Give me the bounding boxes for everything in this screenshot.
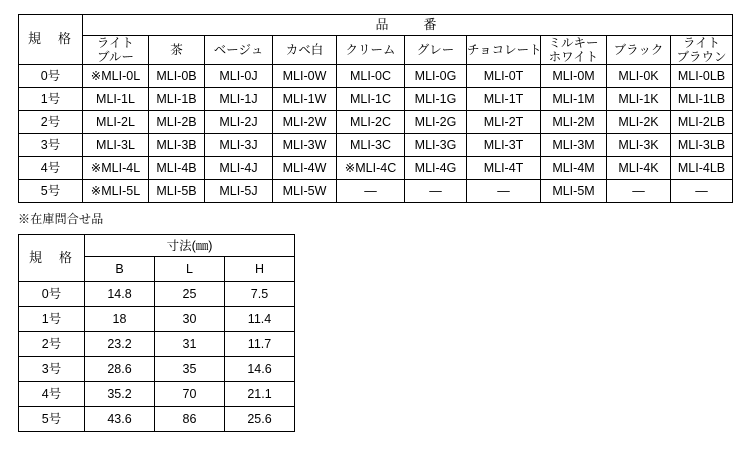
- table-cell: —: [671, 180, 733, 203]
- row-label: 5号: [19, 180, 83, 203]
- table-row: [19, 180, 733, 203]
- table-cell: MLI-2C: [337, 111, 405, 134]
- dim-column-header: B: [85, 257, 155, 282]
- stock-note: ※在庫問合せ品: [18, 212, 104, 226]
- row-label: 2号: [19, 111, 83, 134]
- column-header-line: ライト: [96, 36, 135, 50]
- table-cell: MLI-4W: [273, 157, 337, 180]
- table-cell: 25: [155, 282, 225, 307]
- table-cell: MLI-1B: [149, 88, 205, 111]
- column-header-line: ライト: [682, 36, 721, 50]
- row-label: 3号: [19, 357, 85, 382]
- table-cell: —: [467, 180, 541, 203]
- column-header: ブラック: [607, 36, 671, 65]
- table-cell: —: [337, 180, 405, 203]
- column-header: カベ白: [273, 36, 337, 65]
- dim-column-header: L: [155, 257, 225, 282]
- table-cell: MLI-1T: [467, 88, 541, 111]
- table-cell: MLI-4T: [467, 157, 541, 180]
- table-cell: 25.6: [225, 407, 295, 432]
- table-cell: ※MLI-5L: [83, 180, 149, 203]
- table-header-row-columns: [19, 36, 733, 65]
- table-cell: MLI-1L: [83, 88, 149, 111]
- row-label: 0号: [19, 65, 83, 88]
- table-cell: MLI-3LB: [671, 134, 733, 157]
- table-cell: MLI-5B: [149, 180, 205, 203]
- table-cell: 35.2: [85, 382, 155, 407]
- table-cell: MLI-3W: [273, 134, 337, 157]
- table-cell: MLI-3B: [149, 134, 205, 157]
- column-header: ベージュ: [205, 36, 273, 65]
- table-cell: MLI-4G: [405, 157, 467, 180]
- table-cell: ※MLI-4C: [337, 157, 405, 180]
- column-header-line: ブルー: [96, 50, 134, 64]
- table-cell: MLI-3M: [541, 134, 607, 157]
- table-cell: MLI-2W: [273, 111, 337, 134]
- table-cell: 31: [155, 332, 225, 357]
- table-cell: —: [607, 180, 671, 203]
- table-cell: MLI-2B: [149, 111, 205, 134]
- group-header-cell: 品 番: [83, 15, 733, 36]
- row-label: 4号: [19, 382, 85, 407]
- table-cell: MLI-0W: [273, 65, 337, 88]
- table-cell: MLI-0C: [337, 65, 405, 88]
- column-header: クリーム: [337, 36, 405, 65]
- row-label: 0号: [19, 282, 85, 307]
- dim-spec-header-cell: 規 格: [19, 235, 85, 282]
- table-row: [19, 65, 733, 88]
- row-label: 2号: [19, 332, 85, 357]
- table-cell: 70: [155, 382, 225, 407]
- column-header: チョコレート: [467, 36, 541, 65]
- column-header: [671, 36, 733, 65]
- table-cell: MLI-0T: [467, 65, 541, 88]
- table-cell: 86: [155, 407, 225, 432]
- table-cell: MLI-0M: [541, 65, 607, 88]
- table-cell: ※MLI-0L: [83, 65, 149, 88]
- table-cell: MLI-4K: [607, 157, 671, 180]
- table-row: [19, 332, 295, 357]
- table-cell: 43.6: [85, 407, 155, 432]
- product-spec-sheet: [18, 14, 732, 432]
- table-row: [19, 357, 295, 382]
- table-cell: 18: [85, 307, 155, 332]
- table-cell: 21.1: [225, 382, 295, 407]
- table-cell: MLI-4M: [541, 157, 607, 180]
- table-cell: MLI-2L: [83, 111, 149, 134]
- table-cell: MLI-0K: [607, 65, 671, 88]
- table-cell: MLI-1C: [337, 88, 405, 111]
- table-row: [19, 407, 295, 432]
- table-cell: MLI-3G: [405, 134, 467, 157]
- table-cell: MLI-0J: [205, 65, 273, 88]
- table-cell: MLI-1LB: [671, 88, 733, 111]
- table-cell: MLI-5W: [273, 180, 337, 203]
- table-cell: MLI-4LB: [671, 157, 733, 180]
- table-cell: MLI-5M: [541, 180, 607, 203]
- table-cell: MLI-3J: [205, 134, 273, 157]
- column-header: [83, 36, 149, 65]
- table-cell: MLI-1W: [273, 88, 337, 111]
- row-label: 1号: [19, 307, 85, 332]
- table-cell: MLI-3T: [467, 134, 541, 157]
- table-cell: MLI-1G: [405, 88, 467, 111]
- table-cell: MLI-5J: [205, 180, 273, 203]
- table-cell: MLI-2M: [541, 111, 607, 134]
- table-cell: 23.2: [85, 332, 155, 357]
- dim-group-header-cell: 寸法(㎜): [85, 235, 295, 257]
- row-label: 3号: [19, 134, 83, 157]
- table-row: [19, 88, 733, 111]
- column-header-line: ホワイト: [548, 50, 599, 64]
- table-row: [19, 134, 733, 157]
- table-cell: MLI-3C: [337, 134, 405, 157]
- column-header-line: ブラウン: [676, 50, 727, 64]
- table-cell: 11.4: [225, 307, 295, 332]
- table-cell: MLI-2LB: [671, 111, 733, 134]
- table-cell: —: [405, 180, 467, 203]
- row-label: 1号: [19, 88, 83, 111]
- column-header: [541, 36, 607, 65]
- table-cell: ※MLI-4L: [83, 157, 149, 180]
- table-cell: 30: [155, 307, 225, 332]
- table-cell: MLI-2K: [607, 111, 671, 134]
- table-cell: MLI-1J: [205, 88, 273, 111]
- table-cell: MLI-3L: [83, 134, 149, 157]
- table-cell: 35: [155, 357, 225, 382]
- row-label: 5号: [19, 407, 85, 432]
- spec-header-cell: 規 格: [19, 15, 83, 65]
- table-cell: MLI-2T: [467, 111, 541, 134]
- table-row: [19, 111, 733, 134]
- table-cell: MLI-0G: [405, 65, 467, 88]
- table-cell: MLI-4J: [205, 157, 273, 180]
- table-cell: MLI-3K: [607, 134, 671, 157]
- table-row: [19, 382, 295, 407]
- table-header-row-group: [19, 15, 733, 36]
- table-cell: MLI-2J: [205, 111, 273, 134]
- table-cell: 11.7: [225, 332, 295, 357]
- dimension-table: [18, 234, 295, 432]
- table-cell: 14.6: [225, 357, 295, 382]
- column-header: 茶: [149, 36, 205, 65]
- table-cell: 28.6: [85, 357, 155, 382]
- table-cell: MLI-0LB: [671, 65, 733, 88]
- table-cell: MLI-1K: [607, 88, 671, 111]
- column-header: グレー: [405, 36, 467, 65]
- row-label: 4号: [19, 157, 83, 180]
- part-number-table: [18, 14, 733, 203]
- table-cell: MLI-4B: [149, 157, 205, 180]
- table-cell: MLI-2G: [405, 111, 467, 134]
- table-cell: MLI-1M: [541, 88, 607, 111]
- table-cell: MLI-0B: [149, 65, 205, 88]
- table-row: [19, 282, 295, 307]
- table-cell: 7.5: [225, 282, 295, 307]
- column-header-line: ミルキー: [548, 36, 599, 50]
- dim-column-header: H: [225, 257, 295, 282]
- table-cell: 14.8: [85, 282, 155, 307]
- table-row: [19, 307, 295, 332]
- dim-header-row-group: [19, 235, 295, 257]
- table-row: [19, 157, 733, 180]
